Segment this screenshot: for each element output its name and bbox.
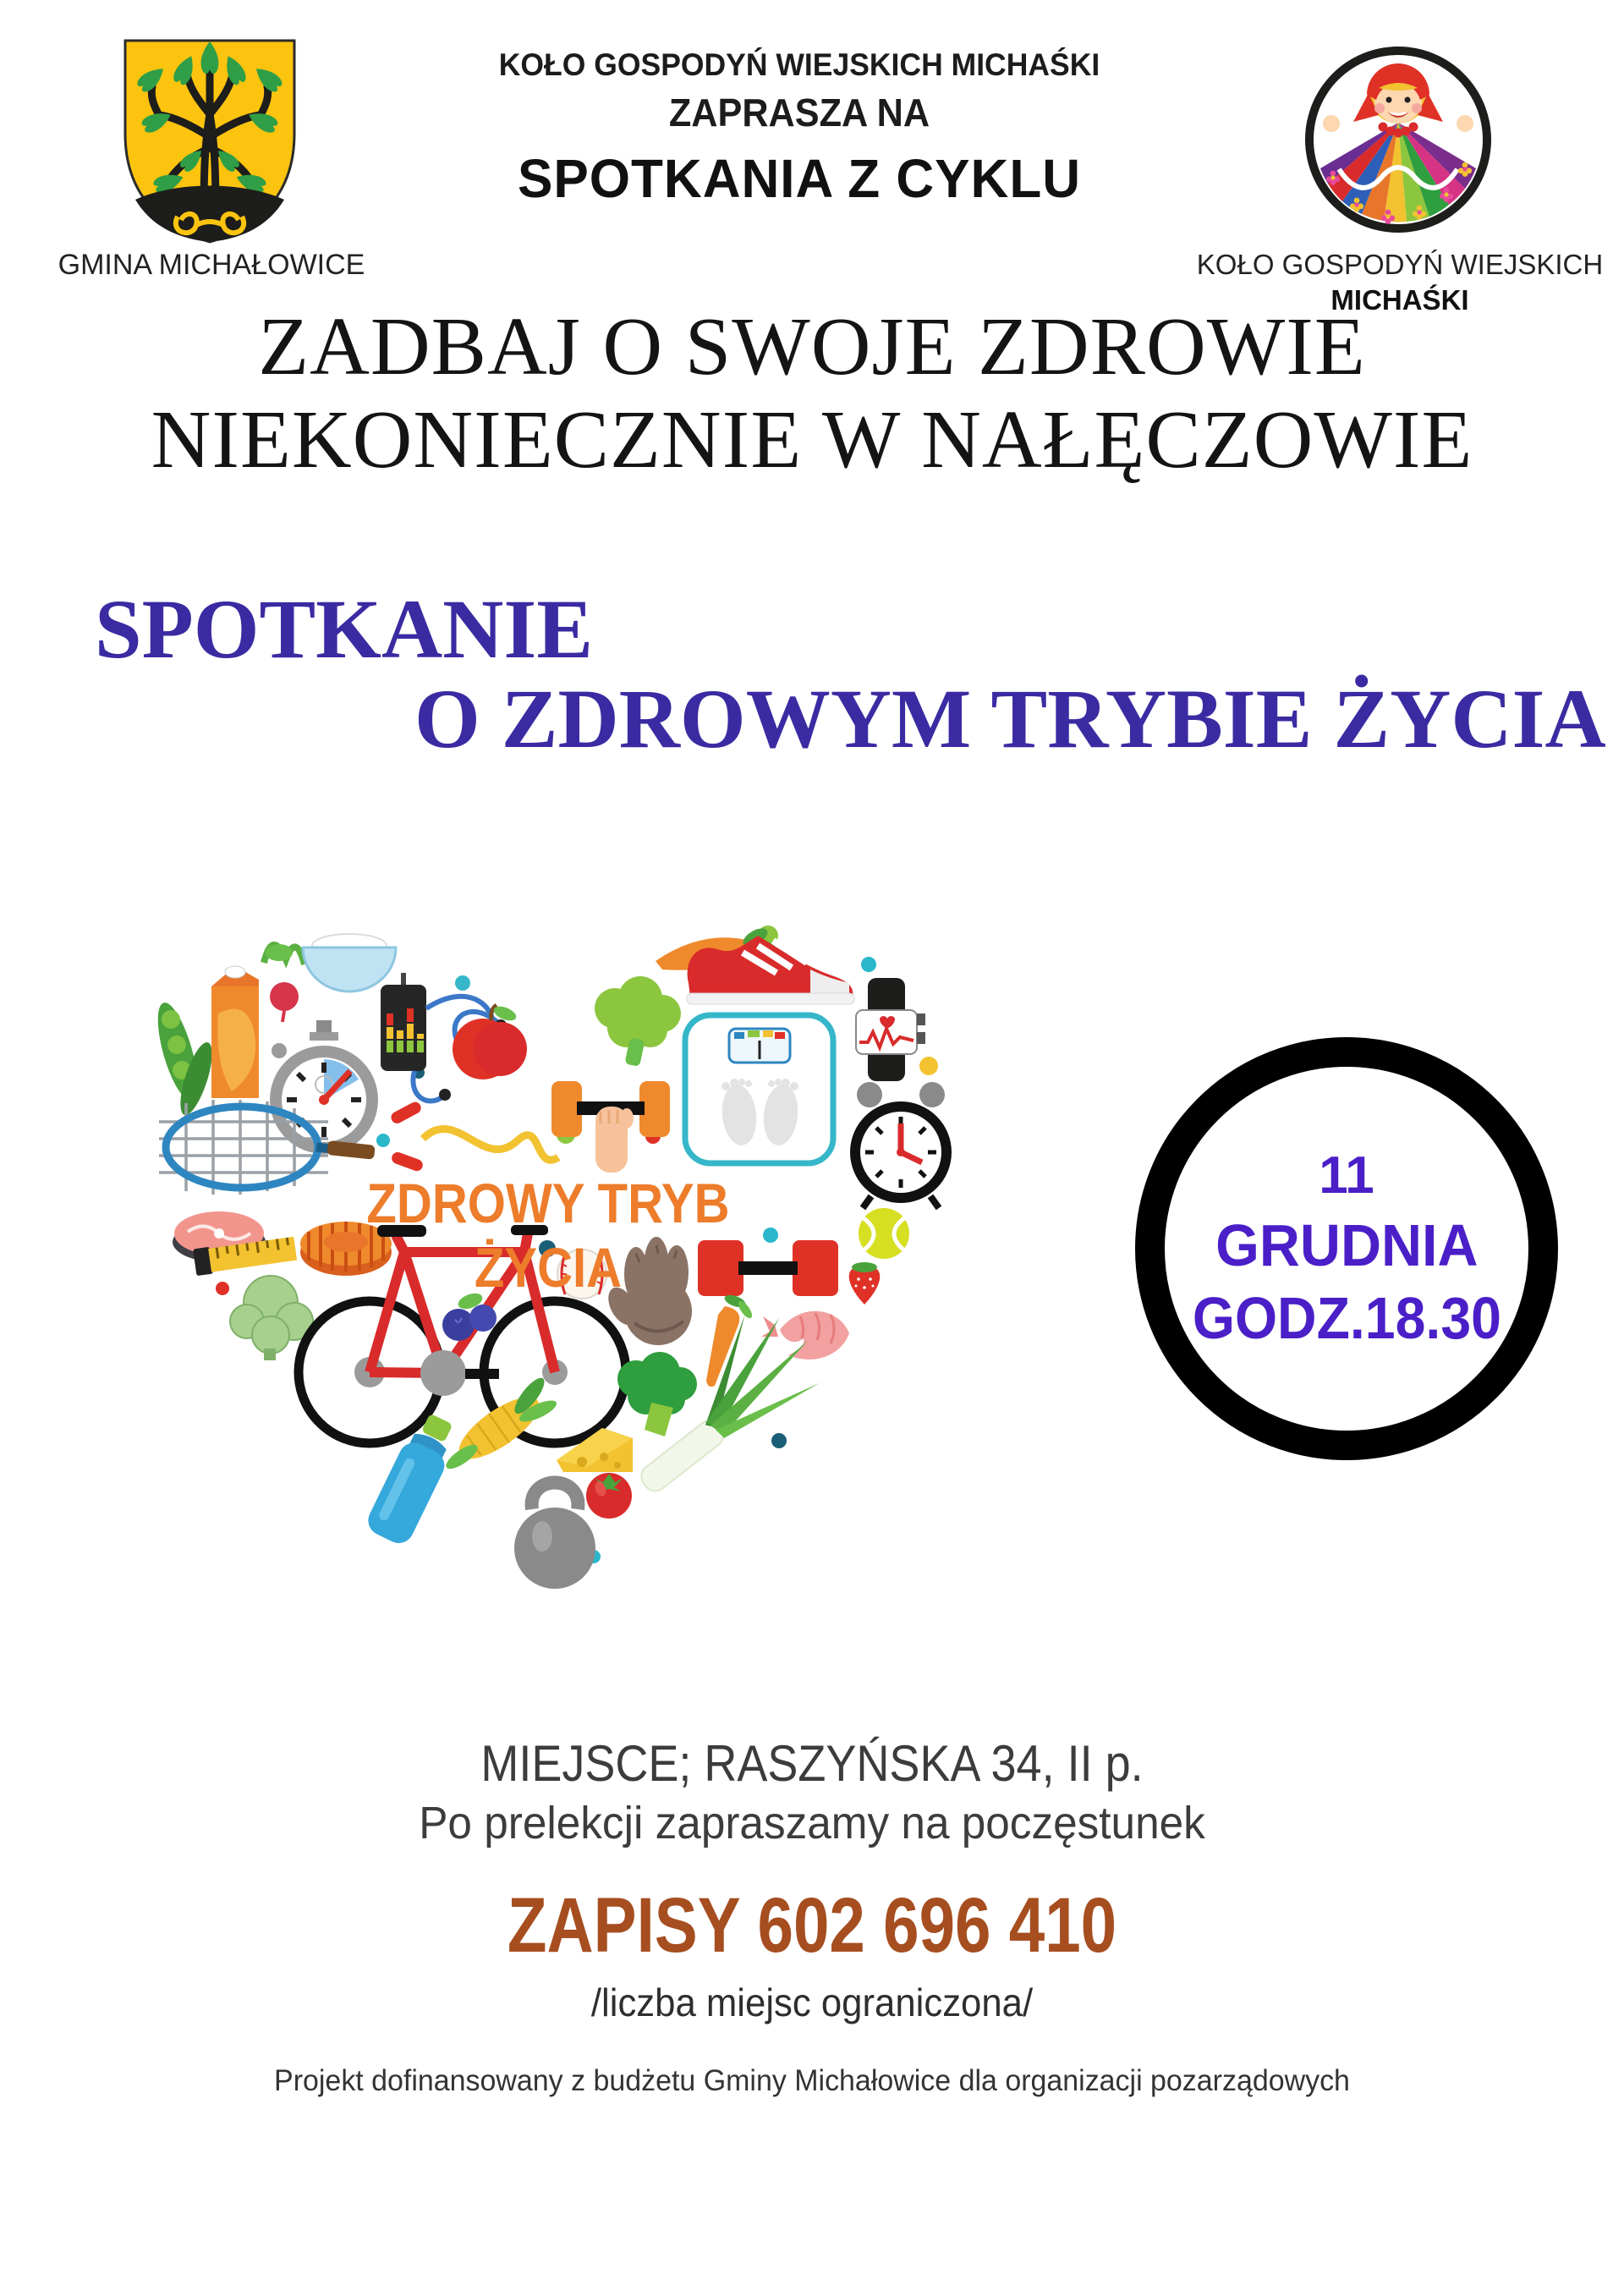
- funding-note: Projekt dofinansowany z budżetu Gminy Michałowice dla organizacji pozarządowych: [274, 2064, 1350, 2097]
- strawberry-icon: [849, 1262, 881, 1305]
- heart-rate-watch-icon: [856, 978, 925, 1081]
- kettlebell-icon: [514, 1483, 595, 1590]
- event-time: GODZ.18.30: [1192, 1285, 1501, 1351]
- gmina-michalowice-crest: [117, 34, 303, 247]
- event-month: GRUDNIA: [1215, 1212, 1479, 1278]
- peas-icon: [150, 999, 218, 1118]
- skipping-rope-icon: [389, 1100, 558, 1173]
- kgw-caption-line1: KOŁO GOSPODYŃ WIEJSKICH: [1196, 249, 1604, 280]
- invites-line: ZAPRASZA NA: [668, 91, 930, 135]
- subtitle-line1: SPOTKANIE: [95, 582, 594, 676]
- tomato-icon: [586, 1473, 632, 1519]
- shrimp-icon: [761, 1311, 849, 1359]
- invitation-header: [440, 47, 1159, 210]
- tennis-ball-icon: [859, 1208, 909, 1259]
- stopwatch-icon: [270, 1020, 378, 1154]
- bathroom-scale-icon: [685, 1015, 833, 1163]
- after-note: Po prelekcji zapraszamy na poczęstunek: [419, 1798, 1205, 1848]
- juice-carton-icon: [211, 966, 259, 1098]
- broccoli-dark-icon: [617, 1352, 697, 1436]
- radish-icon: [264, 944, 304, 1022]
- collage-caption: ZDROWY TRYB ŻYCIA: [366, 1172, 730, 1299]
- series-line: SPOTKANIA Z CYKLU: [517, 148, 1082, 209]
- main-headline: [0, 301, 1624, 487]
- broccoli-icon: [595, 976, 681, 1067]
- headline-line2: NIEKONIECZNIE W NAŁĘCZOWIE: [151, 393, 1473, 486]
- seats-note: /liczba miejsc ograniczona/: [590, 1980, 1034, 2024]
- gmina-caption: GMINA MICHAŁOWICE: [58, 249, 365, 281]
- healthy-lifestyle-heart-collage: [135, 920, 973, 1597]
- event-date-badge: [1135, 1037, 1558, 1460]
- signup-phone: ZAPISY 602 696 410: [507, 1882, 1117, 1969]
- cheese-icon: [557, 1428, 633, 1472]
- event-day: 11: [1319, 1146, 1374, 1205]
- rice-bowl-icon: [303, 934, 396, 991]
- kgw-michaski-logo: [1301, 42, 1495, 237]
- subtitle-line2: O ZDROWYM TRYBIE ŻYCIA: [414, 672, 1606, 766]
- headline-line1: ZADBAJ O SWOJE ZDROWIE: [258, 301, 1366, 393]
- kgw-caption-line2: MICHAŚKI: [1330, 284, 1469, 316]
- crest-mound: [135, 186, 284, 243]
- alarm-clock-icon: [850, 1082, 952, 1208]
- event-location: MIEJSCE; RASZYŃSKA 34, II p.: [480, 1735, 1144, 1792]
- org-line: KOŁO GOSPODYŃ WIEJSKICH MICHAŚKI: [498, 47, 1100, 82]
- corn-icon: [442, 1374, 559, 1473]
- hand-with-dumbbell-icon: [551, 1081, 670, 1173]
